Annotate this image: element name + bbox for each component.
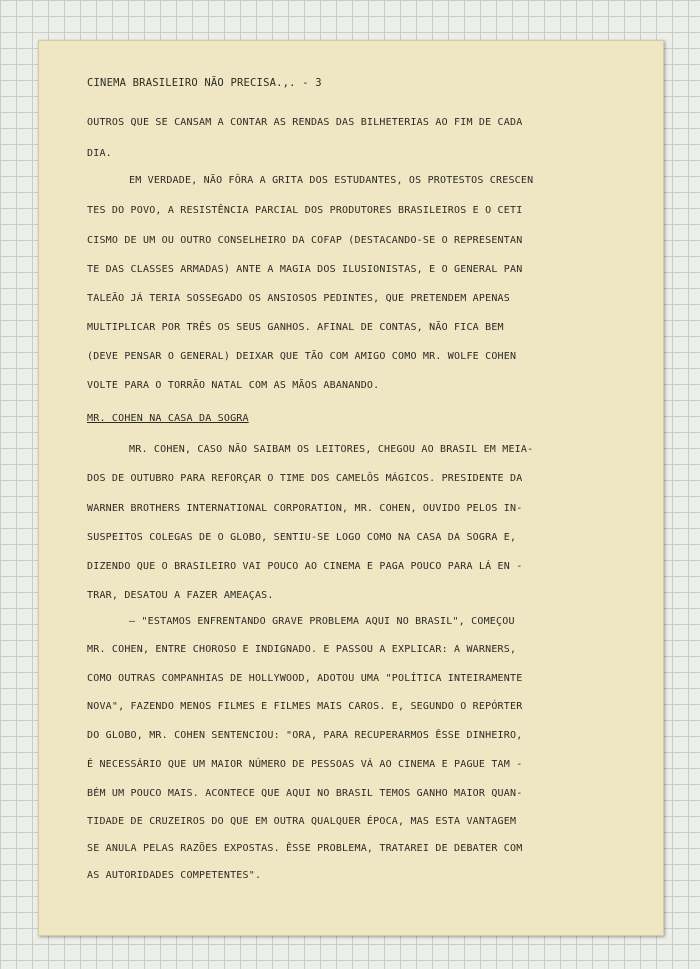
text-line: SUSPEITOS COLEGAS DE O GLOBO, SENTIU-SE LOGO COMO NA CASA DA SOGRA E, — [87, 532, 517, 543]
text-line: MULTIPLICAR POR TRÊS OS SEUS GANHOS. AFINAL DE CONTAS, NÃO FICA BEM — [87, 322, 504, 333]
text-line: AS AUTORIDADES COMPETENTES". — [87, 870, 262, 881]
text-line: DO GLOBO, MR. COHEN SENTENCIOU: "ORA, PARA RECUPERARMOS ÊSSE DINHEIRO, — [87, 730, 523, 741]
text-line: DIZENDO QUE O BRASILEIRO VAI POUCO AO CINEMA E PAGA POUCO PARA LÁ EN - — [87, 561, 523, 572]
text-line: TIDADE DE CRUZEIROS DO QUE EM OUTRA QUALQUER ÉPOCA, MAS ESTA VANTAGEM — [87, 816, 517, 827]
text-line: VOLTE PARA O TORRÃO NATAL COM AS MÃOS ABANANDO. — [87, 380, 380, 391]
text-line: TE DAS CLASSES ARMADAS) ANTE A MAGIA DOS ILUSIONISTAS, E O GENERAL PAN — [87, 264, 523, 275]
text-line: DOS DE OUTUBRO PARA REFORÇAR O TIME DOS CAMELÔS MÁGICOS. PRESIDENTE DA — [87, 473, 523, 484]
text-line: (DEVE PENSAR O GENERAL) DEIXAR QUE TÃO COM AMIGO COMO MR. WOLFE COHEN — [87, 351, 517, 362]
typed-page — [38, 40, 664, 936]
text-line: TALEÃO JÁ TERIA SOSSEGADO OS ANSIOSOS PEDINTES, QUE PRETENDEM APENAS — [87, 293, 510, 304]
text-line: TRAR, DESATOU A FAZER AMEAÇAS. — [87, 590, 274, 601]
text-line: OUTROS QUE SE CANSAM A CONTAR AS RENDAS DAS BILHETERIAS AO FIM DE CADA — [87, 117, 523, 128]
text-line: — "ESTAMOS ENFRENTANDO GRAVE PROBLEMA AQUI NO BRASIL", COMEÇOU — [129, 616, 515, 627]
text-line: MR. COHEN, CASO NÃO SAIBAM OS LEITORES, CHEGOU AO BRASIL EM MEIA- — [129, 444, 534, 455]
text-line: EM VERDADE, NÃO FÔRA A GRITA DOS ESTUDANTES, OS PROTESTOS CRESCEN — [129, 175, 534, 186]
text-line: COMO OUTRAS COMPANHIAS DE HOLLYWOOD, ADOTOU UMA "POLÍTICA INTEIRAMENTE — [87, 673, 523, 684]
text-line: MR. COHEN, ENTRE CHOROSO E INDIGNADO. E PASSOU A EXPLICAR: A WARNERS, — [87, 644, 517, 655]
text-line: CISMO DE UM OU OUTRO CONSELHEIRO DA COFAP (DESTACANDO-SE O REPRESENTAN — [87, 235, 523, 246]
text-line: DIA. — [87, 148, 112, 159]
page-header: CINEMA BRASILEIRO NÃO PRECISA.,. - 3 — [87, 77, 322, 89]
text-line: É NECESSÁRIO QUE UM MAIOR NÚMERO DE PESSOAS VÁ AO CINEMA E PAGUE TAM - — [87, 759, 523, 770]
text-line: TES DO POVO, A RESISTÊNCIA PARCIAL DOS PRODUTORES BRASILEIROS E O CETI — [87, 205, 523, 216]
section-subheading: MR. COHEN NA CASA DA SOGRA — [87, 413, 249, 424]
text-line: WARNER BROTHERS INTERNATIONAL CORPORATION, MR. COHEN, OUVIDO PELOS IN- — [87, 503, 523, 514]
text-line: BÉM UM POUCO MAIS. ACONTECE QUE AQUI NO BRASIL TEMOS GANHO MAIOR QUAN- — [87, 788, 523, 799]
text-line: NOVA", FAZENDO MENOS FILMES E FILMES MAIS CAROS. E, SEGUNDO O REPÓRTER — [87, 701, 523, 712]
text-line: SE ANULA PELAS RAZÕES EXPOSTAS. ÊSSE PROBLEMA, TRATAREI DE DEBATER COM — [87, 843, 523, 854]
